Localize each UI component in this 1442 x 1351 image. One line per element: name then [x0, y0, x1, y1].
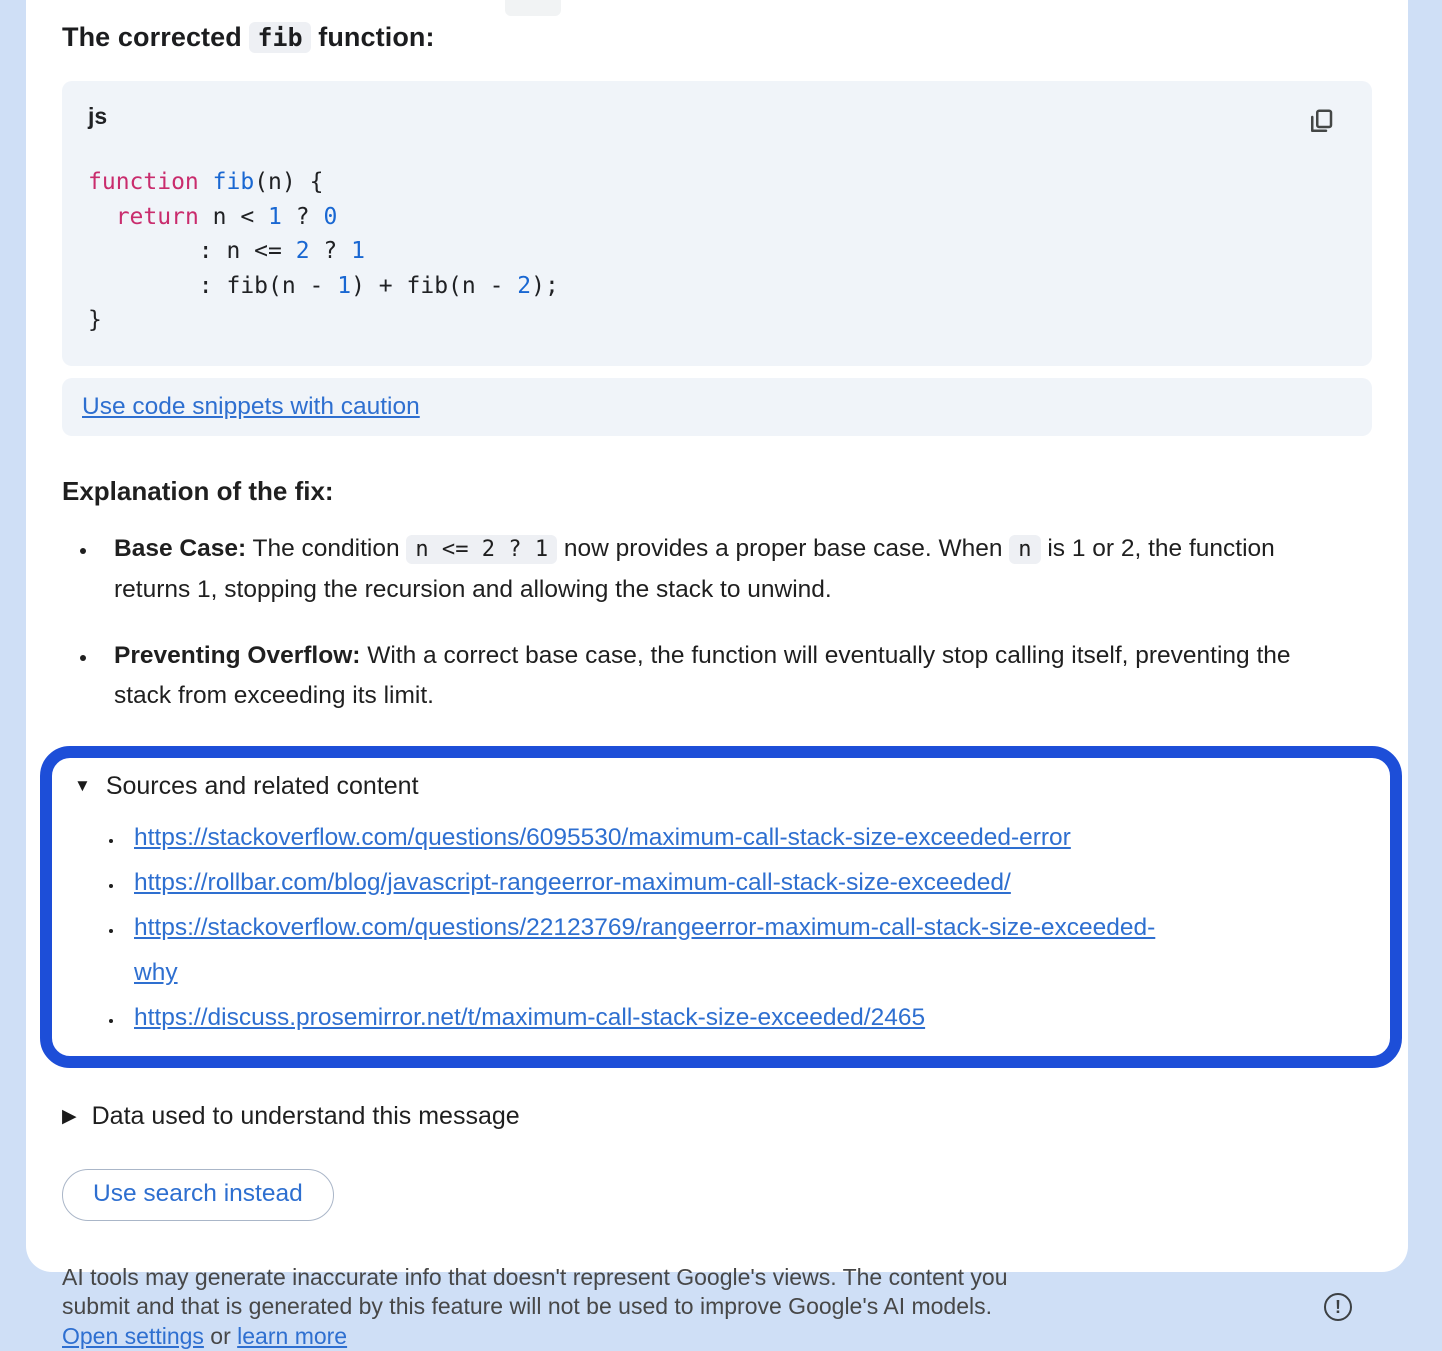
code-language-label: js: [88, 103, 107, 130]
triangle-down-icon: ▼: [74, 776, 91, 796]
code-line: : fib(n - 1) + fib(n - 2);: [88, 269, 1346, 304]
heading-suffix: function:: [318, 22, 434, 52]
source-list-item: [124, 905, 1366, 995]
disclaimer-or-text: or: [204, 1323, 237, 1349]
message-heading: [62, 22, 1372, 53]
data-used-toggle[interactable]: [62, 1102, 1372, 1131]
sources-link-list: [74, 815, 1366, 1040]
sources-toggle[interactable]: [74, 772, 1366, 801]
use-search-instead-button[interactable]: Use search instead: [62, 1169, 334, 1221]
footer-disclaimer: [62, 1263, 1008, 1351]
heading-prefix: The corrected: [62, 22, 242, 52]
learn-more-link[interactable]: learn more: [237, 1323, 347, 1349]
explanation-list: [62, 529, 1332, 716]
copy-code-button[interactable]: [1306, 107, 1336, 137]
source-list-item: [124, 815, 1366, 860]
code-block: [62, 81, 1372, 366]
code-line: : n <= 2 ? 1: [88, 234, 1346, 269]
use-code-snippets-caution-link[interactable]: Use code snippets with caution: [82, 393, 420, 420]
disclaimer-line-1: AI tools may generate inaccurate info that doesn't represent Google's views. The content you: [62, 1264, 1008, 1290]
open-settings-link[interactable]: Open settings: [62, 1323, 204, 1349]
code-line: return n < 1 ? 0: [88, 200, 1346, 235]
explanation-heading: Explanation of the fix:: [62, 476, 1372, 507]
source-link[interactable]: https://stackoverflow.com/questions/22123769/rangeerror-maximum-call-stack-size-exceeded- why: [134, 914, 1155, 986]
footer: [62, 1263, 1372, 1351]
triangle-right-icon: ▶: [62, 1105, 77, 1128]
sources-heading: Sources and related content: [106, 772, 419, 801]
source-list-item: [124, 995, 1366, 1040]
sources-highlight-box: [40, 746, 1402, 1068]
code-lines: [88, 165, 1346, 338]
heading-inline-code: fib: [249, 22, 310, 53]
message-card: [26, 0, 1408, 1272]
code-line: }: [88, 303, 1346, 338]
info-icon[interactable]: !: [1324, 1293, 1352, 1321]
source-link[interactable]: https://rollbar.com/blog/javascript-rangeerror-maximum-call-stack-size-exceeded/: [134, 869, 1011, 896]
source-list-item: [124, 860, 1366, 905]
code-caution-bar: [62, 378, 1372, 436]
data-used-label: Data used to understand this message: [92, 1102, 520, 1131]
disclaimer-line-2: submit and that is generated by this feature will not be used to improve Google's AI models.: [62, 1293, 992, 1319]
code-line: function fib(n) {: [88, 165, 1346, 200]
copy-icon: [1306, 125, 1336, 140]
explanation-bullet: • Base Case: The condition n <= 2 ? 1 now provides a proper base case. When n is 1 or 2, the function returns 1, stopping the recursion and allowing the stack to unwind.: [98, 529, 1332, 610]
truncated-inline-code-chip: [505, 0, 561, 16]
explanation-bullet: • Preventing Overflow: With a correct base case, the function will eventually stop calling itself, preventing the stack from exceeding its limit.: [98, 636, 1332, 716]
source-link[interactable]: https://stackoverflow.com/questions/6095530/maximum-call-stack-size-exceeded-error: [134, 824, 1071, 851]
code-block-header: [88, 103, 1346, 137]
source-link[interactable]: https://discuss.prosemirror.net/t/maximum-call-stack-size-exceeded/2465: [134, 1004, 925, 1031]
